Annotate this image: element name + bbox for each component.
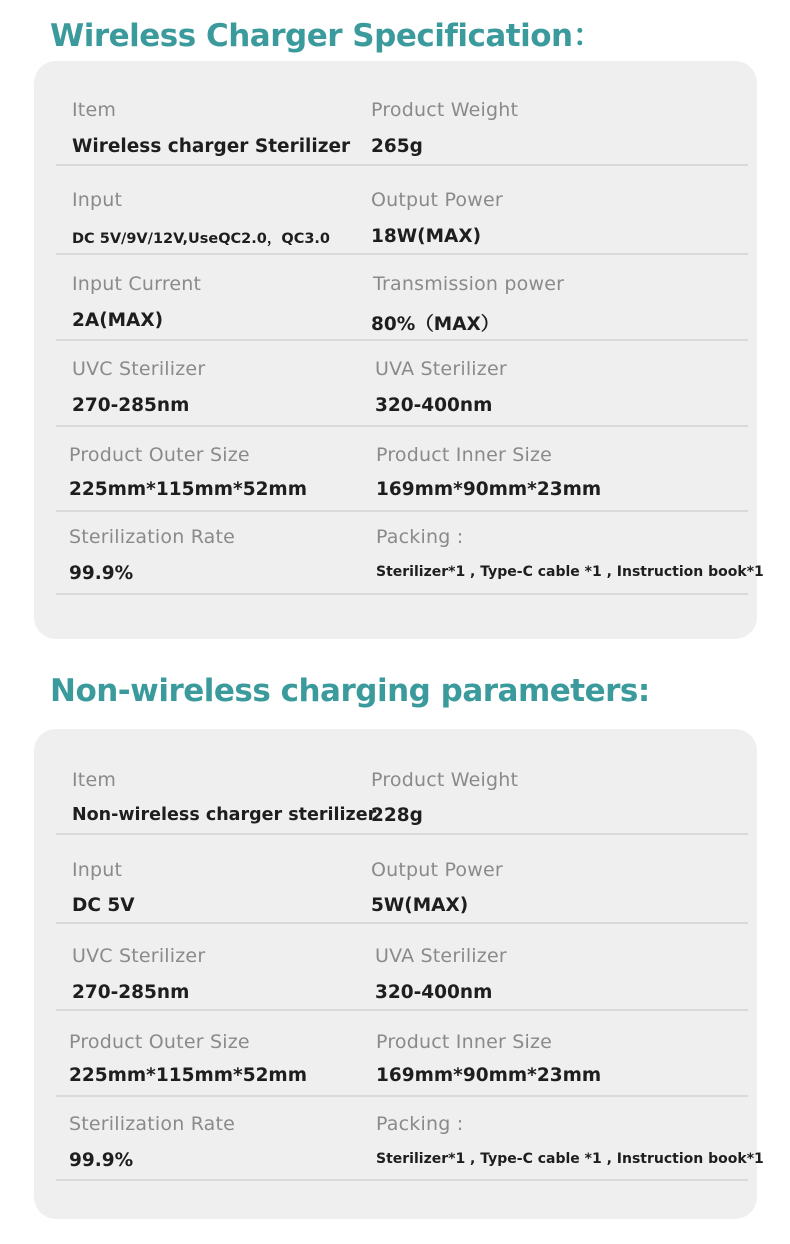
row-divider <box>56 1095 748 1097</box>
spec-label: Output Power <box>371 189 503 211</box>
spec-value: 99.9% <box>69 1150 134 1171</box>
spec-card-wireless <box>34 61 764 639</box>
spec-value: 320-400nm <box>375 395 493 416</box>
spec-value: Non-wireless charger sterilizer <box>72 805 377 825</box>
spec-label: Product Weight <box>371 769 519 791</box>
row-divider <box>56 339 748 341</box>
spec-label: Product Inner Size <box>376 1031 553 1053</box>
spec-label: Sterilization Rate <box>69 526 236 548</box>
spec-label: Packing : <box>376 526 464 548</box>
row-divider <box>56 253 748 255</box>
spec-value: Wireless charger Sterilizer <box>72 136 351 157</box>
spec-value: 320-400nm <box>375 982 493 1003</box>
spec-value: 18W(MAX) <box>371 226 482 247</box>
row-divider <box>56 510 748 512</box>
spec-label: Packing : <box>376 1113 464 1135</box>
row-divider <box>56 922 748 924</box>
spec-label: Item <box>72 769 117 791</box>
spec-label: UVC Sterilizer <box>72 945 206 967</box>
spec-label: Product Weight <box>371 99 519 121</box>
spec-value: 99.9% <box>69 563 134 584</box>
spec-label: Input <box>72 859 123 881</box>
spec-value: 265g <box>371 136 423 157</box>
spec-value: DC 5V <box>72 895 135 916</box>
spec-label: UVA Sterilizer <box>375 945 507 967</box>
row-divider <box>56 593 748 595</box>
row-divider <box>56 1009 748 1011</box>
section-title-wireless: Wireless Charger Specification： <box>50 18 604 54</box>
spec-value: 228g <box>371 805 423 826</box>
spec-label: Input Current <box>72 273 202 295</box>
spec-value: 169mm*90mm*23mm <box>376 1065 602 1086</box>
spec-value: 225mm*115mm*52mm <box>69 479 307 500</box>
row-divider <box>56 1179 748 1181</box>
row-divider <box>56 833 748 835</box>
spec-label: Product Outer Size <box>69 444 250 466</box>
spec-value: 270-285nm <box>72 982 190 1003</box>
spec-value: 169mm*90mm*23mm <box>376 479 602 500</box>
row-divider <box>56 164 748 166</box>
spec-value: DC 5V/9V/12V,UseQC2.0，QC3.0 <box>72 231 331 247</box>
spec-label: Sterilization Rate <box>69 1113 236 1135</box>
spec-value: 2A(MAX) <box>72 310 164 331</box>
spec-label: UVC Sterilizer <box>72 358 206 380</box>
spec-value: 270-285nm <box>72 395 190 416</box>
spec-label: UVA Sterilizer <box>375 358 507 380</box>
spec-label: Transmission power <box>373 273 565 295</box>
spec-label: Input <box>72 189 123 211</box>
spec-value: Sterilizer*1 , Type-C cable *1 , Instruction book*1 <box>376 564 764 580</box>
spec-value: 5W(MAX) <box>371 895 469 916</box>
spec-label: Output Power <box>371 859 503 881</box>
row-divider <box>56 425 748 427</box>
spec-label: Item <box>72 99 117 121</box>
spec-value: 80%（MAX） <box>371 314 500 335</box>
spec-card-non-wireless <box>34 729 764 1219</box>
section-title-non-wireless: Non-wireless charging parameters: <box>50 673 650 709</box>
spec-value: Sterilizer*1 , Type-C cable *1 , Instruction book*1 <box>376 1151 764 1167</box>
spec-label: Product Inner Size <box>376 444 553 466</box>
spec-label: Product Outer Size <box>69 1031 250 1053</box>
spec-value: 225mm*115mm*52mm <box>69 1065 307 1086</box>
